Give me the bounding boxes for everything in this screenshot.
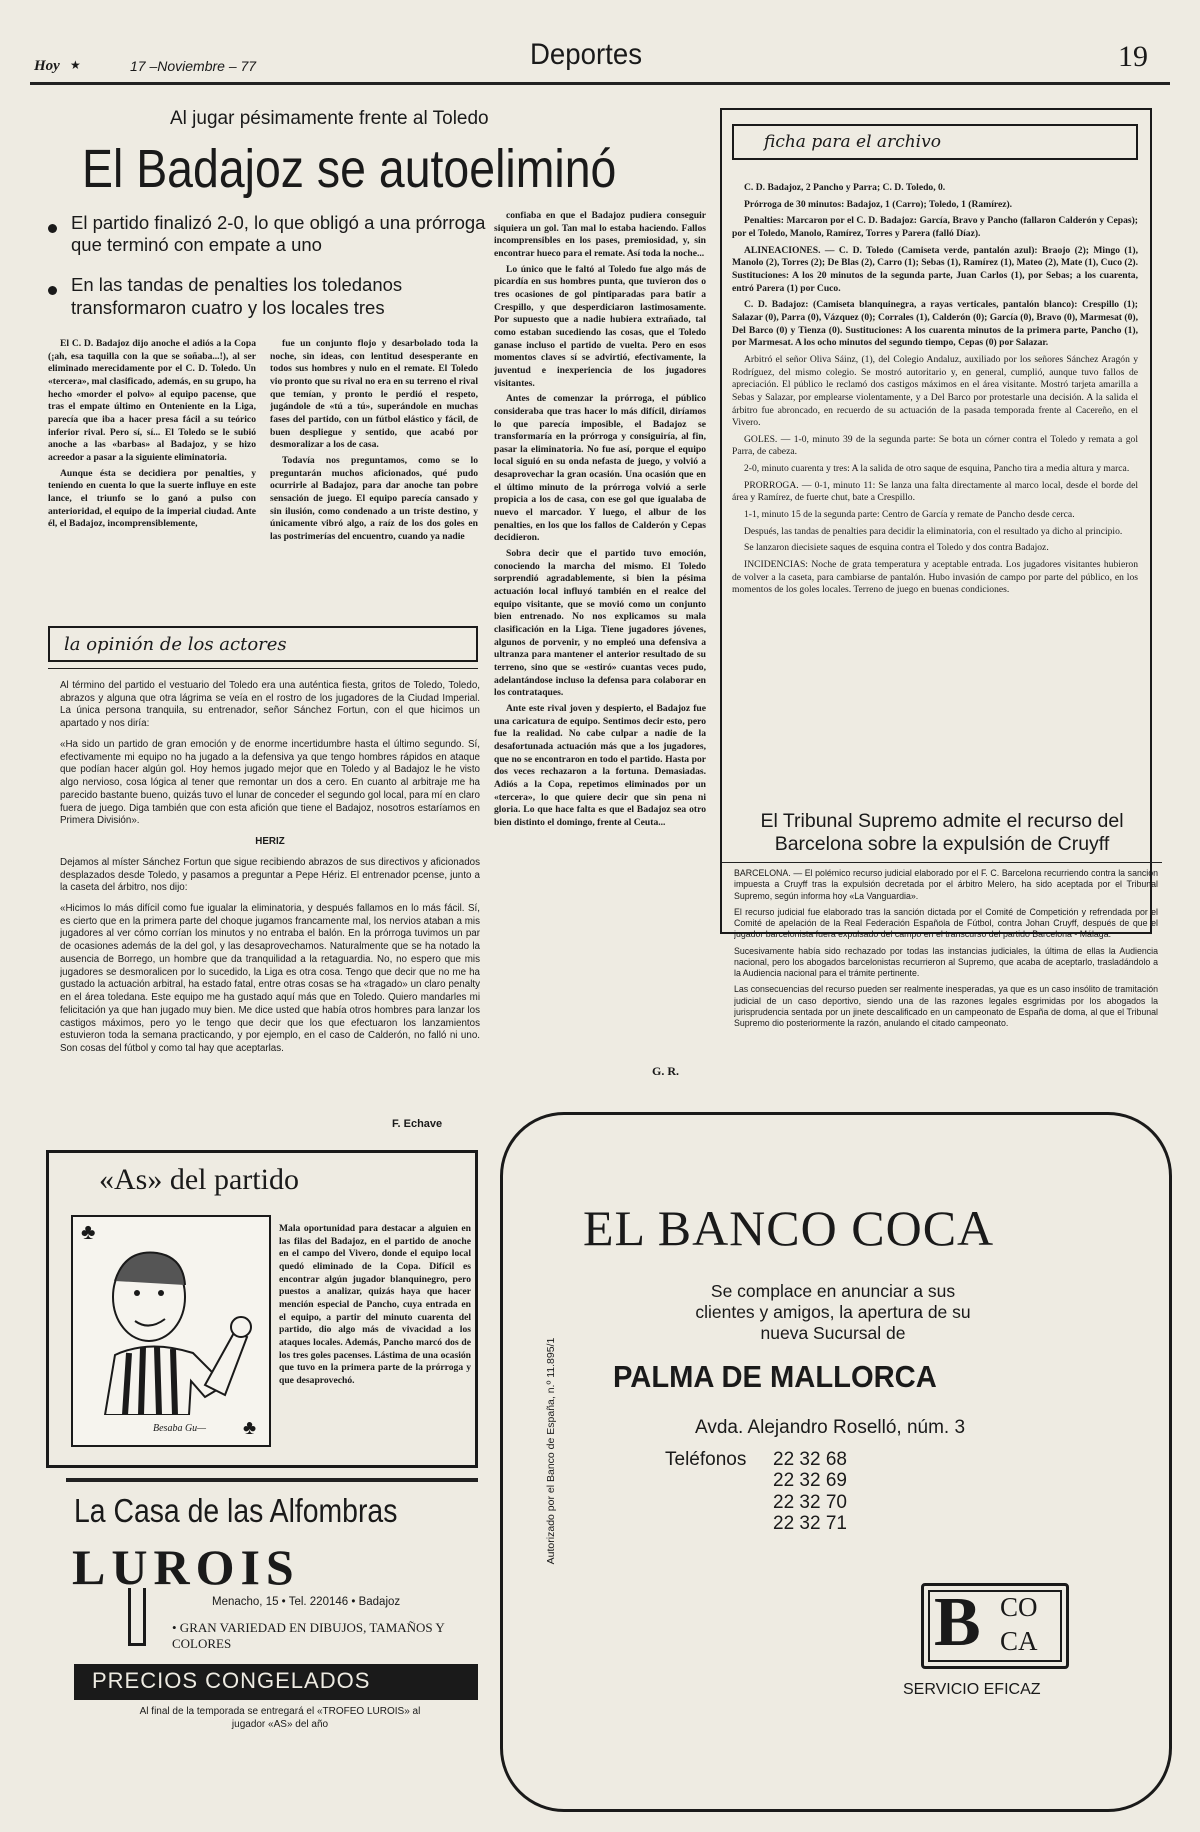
card-signature: Besaba Gu— [153, 1423, 207, 1434]
paragraph: Al término del partido el vestuario del Toledo era una auténtica fiesta, gritos de Toledo, Toledo, abrazos y alguna que otra lágrima se veía en el rostro de los jugadores de la Ciudad Imperial. La única persona tranquila, su entrenador, señor Sánchez Fortun, con el que hicimos un apartado y nos diría: [60, 680, 480, 730]
paragraph: Las consecuencias del recurso pueden ser realmente inesperadas, ya que es un caso insólito de tramitación judicial de un caso deportivo, siendo una de las razones legales esgrimidas por los abogados la jurisprudencia sentada por un jinete descalificado en un campeonato de España de doma, al que el Tribunal Supremo dio posteriormente la razón, anulando el citado campeonato. [734, 984, 1158, 1028]
bank-vertical-note: Autorizado por el Banco de España, n.º 11.895/1 [545, 1337, 557, 1565]
bullet-2 [48, 274, 488, 318]
bank-ad [500, 1112, 1172, 1812]
cruyff-body [734, 868, 1158, 1098]
bank-logo-ca: CA [1000, 1626, 1038, 1656]
cruyff-headline: El Tribunal Supremo admite el recurso del Barcelona sobre la expulsión de Cruyff [760, 810, 1124, 856]
luroi-brand: LUROIS [72, 1539, 300, 1595]
bank-city: PALMA DE MALLORCA [613, 1359, 937, 1394]
paragraph: Dejamos al míster Sánchez Fortun que sigue recibiendo abrazos de sus directivos y aficionados desplazados desde Toledo, y pasamos a preguntar a Pepe Hériz. El entrenador pcense, junto a la caseta del árbitro, nos dijo: [60, 856, 480, 894]
luroi-name: La Casa de las Alfombras [74, 1492, 398, 1529]
club-suit-icon: ♣ [81, 1219, 96, 1244]
opinion-header-box [48, 626, 478, 662]
opinion-rule [48, 668, 478, 669]
bullet-1 [48, 212, 488, 256]
luroi-logo-mark [128, 1588, 146, 1646]
ficha-line: 1-1, minuto 15 de la segunda parte: Centro de García y remate de Pancho desde cerca. [744, 509, 1075, 521]
masthead-rule [30, 82, 1170, 85]
paragraph: Sobra decir que el partido tuvo emoción, conociendo la marcha del mismo. El Toledo sorprendió agradablemente, si bien la pésima actuación local influyó también en el realce del equipo visitante, que se movió como un conjunto bien entrenado. No nos explicamos su mala clasificación en la Liga. Tiene jugadores jóvenes, algunos de porvenir, y no empleó una defensiva a ultranza para mantener el anterior resultado de su terreno, sino que se «estiró» cuantas veces pudo, adelantándose incluso la defensa para colaborar en los contrataques. [494, 548, 706, 699]
cruyff-rule [722, 862, 1162, 863]
player-caricature [85, 1235, 261, 1415]
ficha-line: INCIDENCIAS: Noche de grata temperatura y aceptable entrada. Los jugadores visitantes hubieron de volver a la caseta, para cambiarse de pantalón. Hubo invasión de campo por parte del público, en los momentos de los goles locales. Terreno de juego en buenas condiciones. [732, 559, 1138, 596]
luroi-footer: Al final de la temporada se entregará el «TROFEO LUROIS» al jugador «AS» del año [139, 1706, 421, 1730]
section-title: Deportes [530, 38, 642, 71]
paragraph: Sucesivamente había sido rechazado por todas las instancias judiciales, la última de ellas la Audiencia nacional, pero los abogados barcelonistas recurrieron al Supremo, que acaba de aceptarlo, trasladándolo a la Audiencia nacional para el trámite pertinente. [734, 945, 1158, 978]
phone-number: 22 32 70 [773, 1491, 847, 1513]
paragraph: El C. D. Badajoz dijo anoche el adiós a la Copa (¡ah, esa taquilla con la que se soñaba...!), al ser eliminado merecidamente por el C. D. Toledo. Un «tercera», mal clasificado, además, en su grupo, ha hecho «morder el polvo» al equipo pacense, que tras el empate último en Onteniente en la Liga, parecía que iba a hacer presa fácil a su teórico inferior rival. Pero sí, sí... El Toledo se le subió anoche a las «barbas» al Badajoz, y se hizo acreedor a pasar a la siguiente eliminatoria. [48, 338, 256, 463]
bullets [48, 212, 488, 319]
ficha-line: PRORROGA. — 0-1, minuto 11: Se lanza una falta directamente al marco local, desde el borde del área y Ramírez, de fuerte chut, bate a Crespillo. [732, 479, 1138, 504]
article-column-1 [48, 338, 256, 618]
paragraph: «Hicimos lo más difícil como fue igualar la eliminatoria, y después fallamos en lo más fácil. Sí, es cierto que en la primera parte del choque jugamos francamente mal, los nervios ataban a mis jugadores al ver cómo corrían los minutos y no entraba el balón. En la prórroga tuvimos un par de ocasiones además de la del gol, y las desaprovechamos. Naturalmente que se ha notado la ausencia de Borrego, un hombre que da tranquilidad a la retaguardia. No, no espero que mis jugadores se desmoralicen por lo sucedido, la Liga es otra cosa. Tengo que decir que no me ha gustado la actuación arbitral, ha estado fatal, entre otras cosas se ha «tragado» un claro penalty en el área toledana. Este equipo me ha gustado aquí más que en Toledo. Quiero mandarles mi felicitación ya que han jugado muy bien. Me dice usted que había otros hombres para lanzar los castigos máximos, pero yo le tengo que decir que los que efectuaron los lanzamientos estuvieron toda la semana practicando, y por ejemplo, en el caso de Calderón, no falló ni uno. Son cosas del fútbol y como tal hay que aceptarlas. [60, 903, 480, 1055]
paragraph: Todavía nos preguntamos, como se lo preguntarán muchos aficionados, qué pudo ocurrirle al Badajoz, para dar anoche tan pobre sensación de juego. El equipo parecía cansado y sin ilusión, como condenado a un triste destino, y únicamente vibró algo, a raíz de los dos goles en las postrimerías del encuentro, cuando ya nadie [270, 454, 478, 542]
paragraph: BARCELONA. — El polémico recurso judicial elaborado por el F. C. Barcelona recurriendo contra la sanción impuesta a Cruyff tras la expulsión decretada por el árbitro Melero, ha sido aceptada por el Tribunal Supremo, según informa hoy «La Vanguardia». [734, 868, 1158, 901]
ficha-line: Penalties: Marcaron por el C. D. Badajoz: García, Bravo y Pancho (fallaron Calderón y Cepas); por el Toledo, Manolo, Ramírez, Torres y Parera (falló Díaz). [732, 215, 1138, 239]
bank-slogan: SERVICIO EFICAZ [903, 1681, 1041, 1698]
bank-logo-b: B [934, 1584, 981, 1661]
bank-phones [773, 1449, 847, 1534]
article-kicker: Al jugar pésimamente frente al Toledo [170, 108, 489, 129]
bullet-icon [48, 224, 57, 233]
ases-box [46, 1150, 478, 1468]
opinion-body [60, 680, 480, 1110]
masthead [30, 38, 1170, 82]
bank-logo [921, 1583, 1069, 1669]
club-suit-icon: ♣ [243, 1417, 257, 1439]
article-column-2 [270, 338, 478, 618]
article-column-3 [494, 210, 706, 1052]
phone-number: 22 32 69 [773, 1470, 847, 1492]
ficha-header: ficha para el archivo [764, 132, 941, 152]
luroi-variety: • GRAN VARIEDAD EN DIBUJOS, TAMAÑOS Y COLORES [172, 1620, 445, 1651]
ficha-line: Arbitró el señor Oliva Sáinz, (1), del Colegio Andaluz, auxiliado por los señores Sánchez Aragón y Rodríguez, del mismo colegio. Se mostró autoritario y, en general, cumplió, aunque tuvo fallos de apreciación. El público le reclamó dos castigos máximos en el área visitante. Mostró tarjeta amarilla a Sebas y Salazar, por emplearse violentamente, y a Del Barco por protestarle una decisión. A la salida el árbitro fue abroncado, en recuerdo de su actuación de la pasada temporada frente al Cacereño, en el Vivero. [732, 353, 1138, 429]
ficha-line: 2-0, minuto cuarenta y tres: A la salida de otro saque de esquina, Pancho tira a media altura y marca. [744, 463, 1130, 475]
masthead-date: 17 –Noviembre – 77 [130, 58, 257, 74]
luroi-top-rule [66, 1478, 478, 1482]
opinion-signature: F. Echave [392, 1118, 443, 1130]
page-number: 19 [1118, 40, 1148, 73]
ficha-line: C. D. Badajoz: (Camiseta blanquinegra, a rayas verticales, pantalón blanco): Crespillo (1); Salazar (0), Parra (0), Vázquez (0); Corrales (1), Calderón (0); García (0), Bravo (0), Marmesat (0), Del Barco (0) y Tienza (0). Sustituciones: A los cuarenta minutos de la primera parte, Pancho (1), por Marmesat. A los ocho minutos del segundo tiempo, Cepas (0) por Salazar. [732, 299, 1138, 349]
bank-phones-label: Teléfonos [665, 1449, 747, 1470]
bullet-text: En las tandas de penalties los toledanos transformaron cuatro y los locales tres [71, 274, 403, 318]
bank-title: EL BANCO COCA [583, 1200, 995, 1256]
ficha-line: ALINEACIONES. — C. D. Toledo (Camiseta verde, pantalón azul): Braojo (2); Mingo (1), Manolo (2), Torres (2); De Blas (2), Carro (1); Sebas (1), Ramírez (1), Mateo (2), Mate (1), Cuco (2). Sustituciones: A los 20 minutos de la segunda parte, Juan Carlos (1), por Sebas; a los cuarenta, entró Parera (1) por Cuco. [732, 244, 1138, 294]
bank-address: Avda. Alejandro Roselló, núm. 3 [695, 1417, 966, 1438]
opinion-subhead: HERIZ [255, 836, 285, 848]
masthead-logo: Hoy [34, 58, 60, 74]
ficha-line: C. D. Badajoz, 2 Pancho y Parra; C. D. Toledo, 0. [744, 182, 946, 193]
paragraph: Aunque ésta se decidiera por penalties, y teniendo en cuenta lo que la suerte influye en este lance, el triunfo se lo ganó a pulso con anterioridad, el equipo de la imperial ciudad. Ante él, el Badajoz, incomprensiblemente, [48, 467, 256, 530]
paragraph: El recurso judicial fue elaborado tras la sanción dictada por el Comité de Competición y refrendada por el Comité de apelación de la Real Federación Española de Fútbol, contra Johan Cruyff, después de que el jugador barcelonista fuera expulsado del campo en el transcurso del partido Barcelona - Málaga. [734, 906, 1158, 940]
phone-number: 22 32 68 [773, 1449, 847, 1470]
ases-title: «As» del partido [99, 1163, 299, 1196]
opinion-header: la opinión de los actores [64, 634, 287, 655]
ficha-header-box [732, 124, 1138, 160]
luroi-banner-text: PRECIOS CONGELADOS [92, 1668, 371, 1693]
paragraph: confiaba en que el Badajoz pudiera conseguir siquiera un gol. Tan mal lo estaba haciendo. Fallos incomprensibles en los pases, premiosidad, y, sin encontrar hueco para el remate. Así toda la noche... [494, 210, 706, 259]
paragraph: Ante este rival joven y despierto, el Badajoz fue una caricatura de equipo. Sentimos decir esto, pero fue la realidad. No cabe culpar a nadie de la desafortunada actuación más que a los jugadores, que no se encontraron en todo el partido. Hasta por dos veces rechazaron a la fortuna. Demasiadas. Adiós a la Copa, repetimos eliminados por un «tercera», lo que quiere decir que sin pena ni gloria. Lo que hace falta es que el Badajoz sea otro bien distinto el domingo, frente al Ceuta... [494, 702, 706, 828]
paragraph: Antes de comenzar la prórroga, el público consideraba que tras hacer lo más difícil, diríamos lo que parecía imposible, el Badajoz se transformaría en la prórroga y consiguiría, al fin, pasar la eliminatoria. No fue así, porque el equipo local siguió en su onda nefasta de juego, y volvió a desaprovechar la gran ocasión. Una ocasión que en el último minuto de la prórroga volvió a serle propicia a los de casa, con ese gol que igualaba de nuevo el marcador. Y luego, el albur de los penalties, en los que los fallos de Calderón y Cepas decidieron. [494, 393, 706, 544]
luroi-banner [74, 1664, 478, 1700]
paragraph: fue un conjunto flojo y desarbolado toda la noche, sin ideas, con lentitud desesperante en todos sus hombres y nulo en el remate. El Toledo vio pronto que su rival no era en su terreno el rival que temían, y pronto le perdió el respeto, jugándole de «tú a tú», superándole en muchas fases del partido, con un fútbol elástico y fácil, de buen despliegue y sentido, que acabó por desmoralizar a los de casa. [270, 338, 478, 451]
article-headline: El Badajoz se autoeliminó [82, 139, 617, 199]
ases-text: Mala oportunidad para destacar a alguien en las filas del Badajoz, en el partido de anoche en el campo del Vivero, donde el equipo local quedó eliminado de la Copa. Difícil es encontrar algún jugador blanquinegro, pero puestos a analizar, quizás haya que hacer mención especial de Pancho, cuya entrada en el equipo, a partir del minuto cuarenta del partido, dio algo más de vivacidad a los ataques locales. Además, Pancho marcó dos de los tres goles pacenses. Lástima de una ocasión que tuvo en la primera parte de la prórroga y que desaprovechó. [279, 1223, 471, 1386]
luroi-address: Menacho, 15 • Tel. 220146 • Badajoz [212, 1596, 401, 1608]
ficha-line: Prórroga de 30 minutos: Badajoz, 1 (Carro); Toledo, 1 (Ramírez). [744, 198, 1013, 210]
bank-logo-co: CO [1000, 1592, 1038, 1622]
ficha-line: Se lanzaron diecisiete saques de esquina contra el Toledo y dos contra Badajoz. [744, 542, 1049, 554]
phone-number: 22 32 71 [773, 1512, 847, 1534]
bank-intro: Se complace en anunciar a sus clientes y amigos, la apertura de su nueva Sucursal de [695, 1281, 971, 1343]
paragraph: Lo único que le faltó al Toledo fue algo más de picardía en sus hombres punta, que tuvieron dos o tres ocasiones de gol pintiparadas para batir a Crespillo, y que desperdiciaron lastimosamente. Por supuesto que a nadie hubiera extrañado, tal como estaban sucediendo las cosas, que el Toledo ganase incluso el partido de vuelta. Pero en esos momentos claves sí se advirtió, efectivamente, la juventud e inexperiencia de los jugadores visitantes. [494, 263, 706, 389]
bullet-text: El partido finalizó 2-0, lo que obligó a una prórroga que terminó con empate a uno [71, 212, 486, 256]
ficha-line: GOLES. — 1-0, minuto 39 de la segunda parte: Se bota un córner contra el Toledo y remata a gol Parra, de cabeza. [732, 433, 1138, 458]
ficha-line: Después, las tandas de penalties para decidir la eliminatoria, con el resultado ya dicho al principio. [744, 525, 1123, 537]
paragraph: «Ha sido un partido de gran emoción y de enorme incertidumbre hasta el último segundo. Sí, efectivamente mi equipo no ha jugado a la defensiva ya que tengo hombres rápidos en ataque que podían hacer algún gol. Hoy hemos jugado mejor que en Toledo y al Badajoz le he visto algo nervioso, cosa lógica al tener que remontar un dos a cero. En cuanto al arbitraje me ha parecido bastante bueno, quizás tuvo el lunar de conceder el segundo gol local, para mí en claro fuera de juego. Diga también que con esta afición que tiene el Badajoz, nosotros estaríamos en Primera División». [60, 738, 480, 827]
bullet-icon [48, 286, 57, 295]
star-icon: ★ [70, 58, 81, 72]
player-card [71, 1215, 271, 1447]
article-signature: G. R. [652, 1064, 679, 1078]
